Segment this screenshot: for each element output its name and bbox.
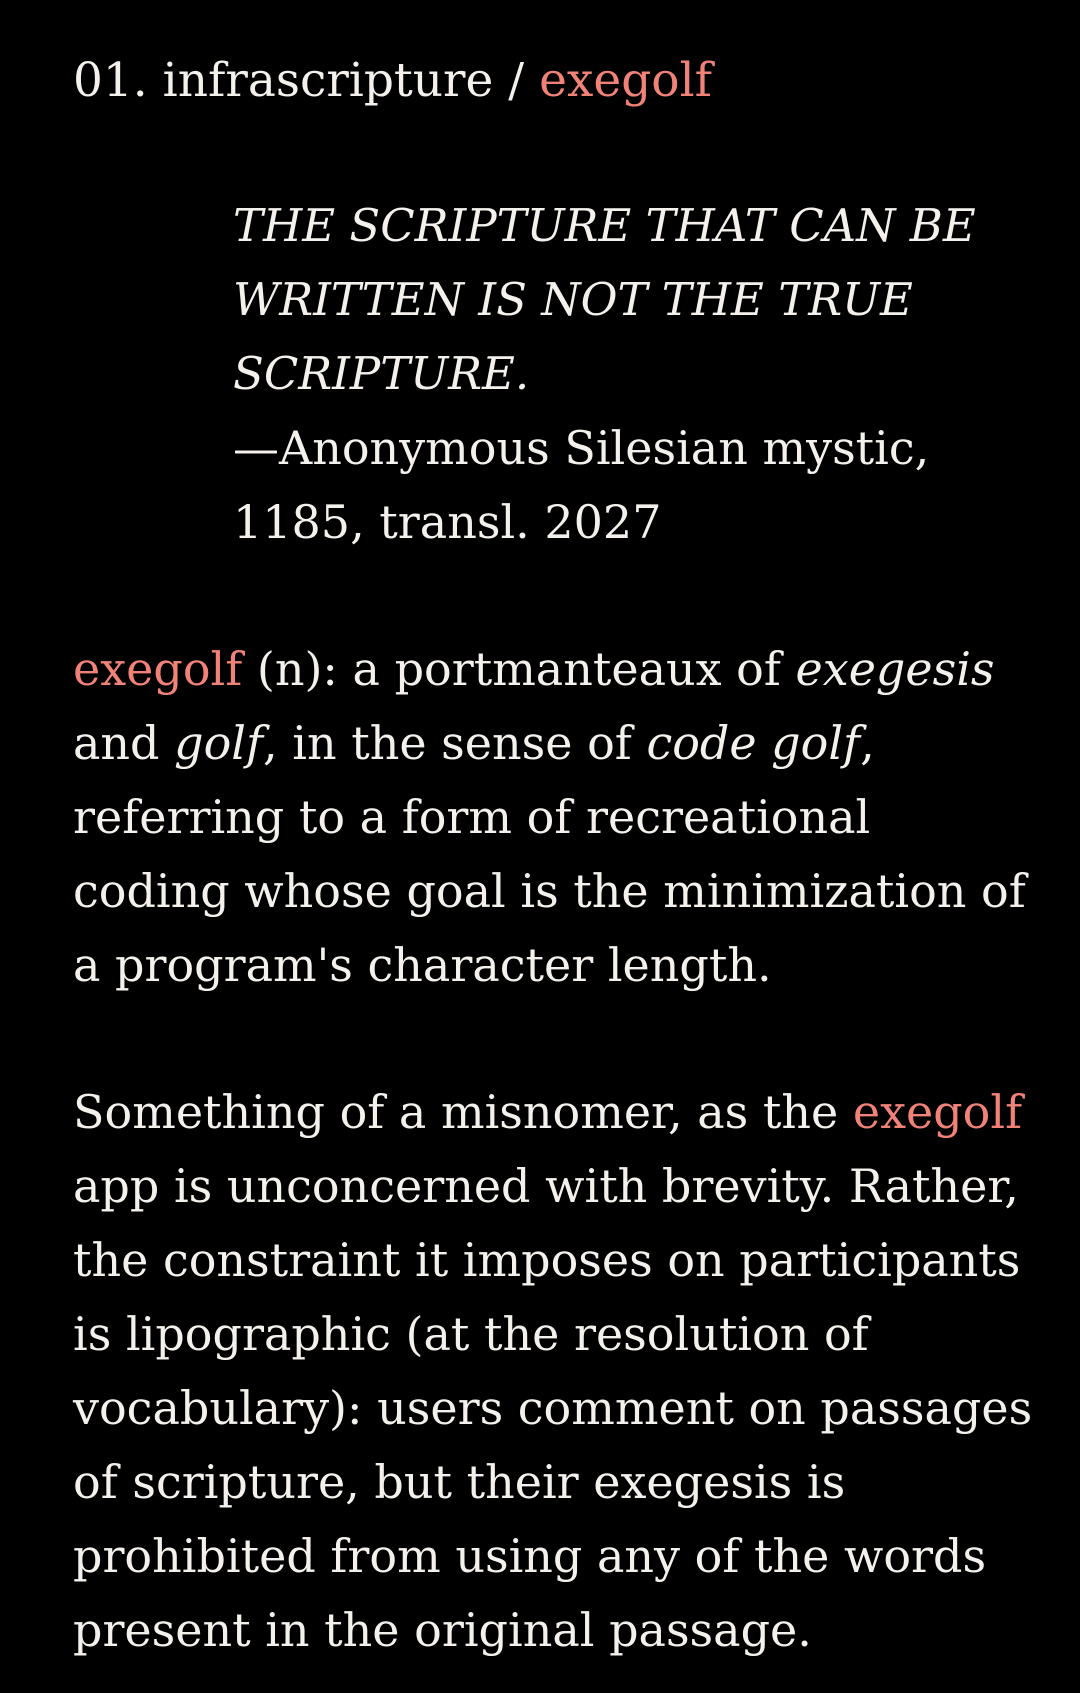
- epigraph-attribution: [233, 411, 1023, 559]
- definition-line: [73, 706, 1063, 780]
- description-line: is lipographic (at the resolution of: [73, 1307, 869, 1361]
- description-highlight: exegolf: [852, 1085, 1023, 1139]
- definition-paragraph: [73, 632, 1063, 1002]
- section-heading: [73, 44, 712, 118]
- epigraph-quote: [233, 189, 1023, 411]
- heading-prefix: 01. infrascripture /: [73, 53, 540, 108]
- description-line: prohibited from using any of the words: [73, 1529, 987, 1583]
- description-text: Something of a misnomer, as the: [73, 1085, 853, 1139]
- definition-line: coding whose goal is the minimization of: [73, 864, 1026, 918]
- definition-line: referring to a form of recreational: [73, 790, 871, 844]
- epigraph-attribution-line: —Anonymous Silesian mystic,: [233, 421, 930, 475]
- definition-text: , in the sense of: [263, 716, 647, 770]
- description-line: of scripture, but their exegesis is: [73, 1455, 846, 1509]
- definition-emphasis: golf: [174, 716, 264, 770]
- definition-emphasis: exegesis: [795, 642, 995, 696]
- description-line: present in the original passage.: [73, 1603, 812, 1657]
- description-line: the constraint it imposes on participants: [73, 1233, 1021, 1287]
- epigraph: [233, 189, 1023, 559]
- heading-highlight: exegolf: [539, 53, 713, 108]
- definition-text: (n): a portmanteaux of: [242, 642, 796, 696]
- definition-text: and: [73, 716, 175, 770]
- description-line: vocabulary): users comment on passages: [73, 1381, 1033, 1435]
- description-paragraph: [73, 1075, 1063, 1667]
- epigraph-quote-line: THE SCRIPTURE THAT CAN BE: [233, 199, 976, 252]
- definition-text: ,: [860, 716, 875, 770]
- description-line: app is unconcerned with brevity. Rather,: [73, 1159, 1019, 1213]
- epigraph-quote-line: SCRIPTURE.: [233, 347, 530, 400]
- epigraph-attribution-line: 1185, transl. 2027: [233, 495, 662, 549]
- definition-term: exegolf: [73, 642, 243, 696]
- definition-emphasis: code golf: [646, 716, 861, 770]
- epigraph-quote-line: WRITTEN IS NOT THE TRUE: [233, 273, 913, 326]
- description-line: [73, 1075, 1063, 1149]
- definition-line: a program's character length.: [73, 938, 772, 992]
- definition-line: [73, 632, 1063, 706]
